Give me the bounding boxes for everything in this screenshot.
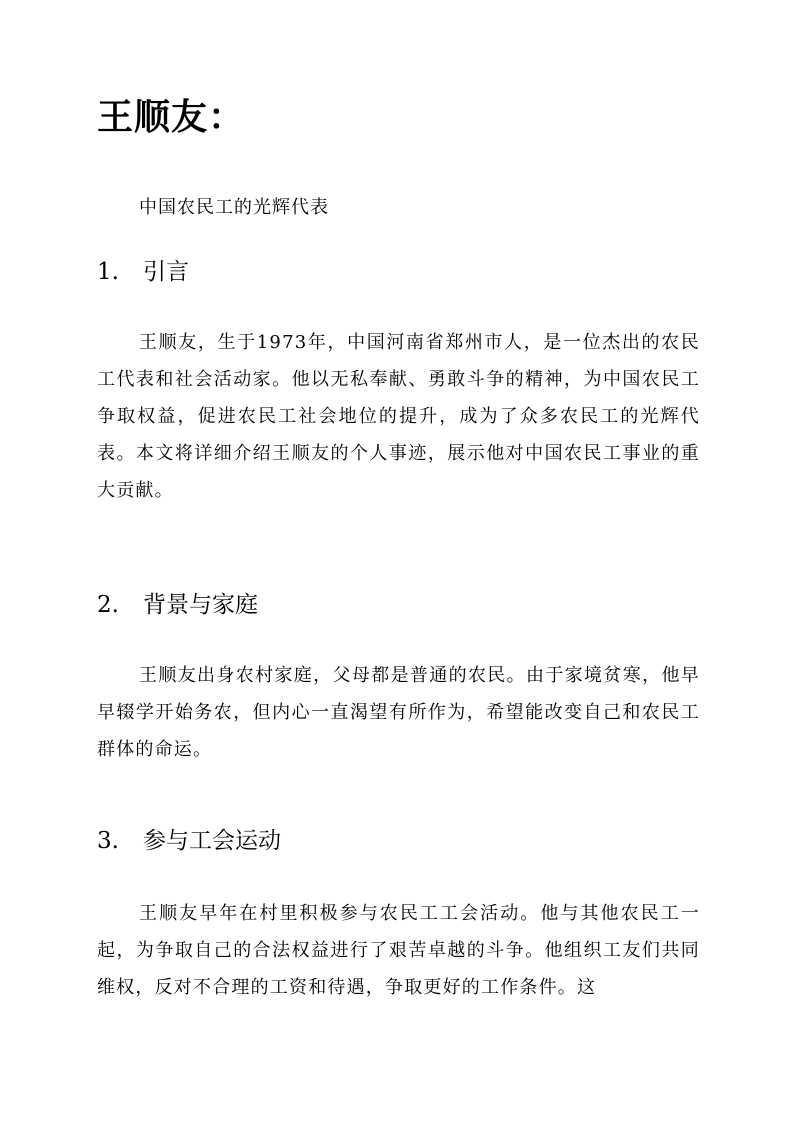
section-title: 引言 [143, 259, 189, 285]
section-heading-background [97, 590, 258, 620]
section-heading-introduction [97, 257, 189, 287]
document-subtitle: 中国农民工的光辉代表 [139, 197, 329, 218]
document-title: 王顺友： [97, 96, 246, 138]
section-title: 参与工会运动 [143, 828, 281, 854]
section-number: 3. [97, 828, 119, 854]
section-paragraph-introduction: 王顺友，生于1973年，中国河南省郑州市人，是一位杰出的农民工代表和社会活动家。他以无私奉献、勇敢斗争的精神，为中国农民工争取权益，促进农民工社会地位的提升，成为了众多农民工的光辉代表。本文将详细介绍王顺友的个人事迹，展示他对中国农民工事业的重大贡献。 [97, 332, 700, 501]
section-number: 2. [97, 592, 119, 618]
section-paragraph-background: 王顺友出身农村家庭，父母都是普通的农民。由于家境贫寒，他早早辍学开始务农，但内心一直渴望有所作为，希望能改变自己和农民工群体的命运。 [97, 665, 700, 760]
section-title: 背景与家庭 [143, 592, 258, 618]
section-number: 1. [97, 259, 119, 285]
section-paragraph-union: 王顺友早年在村里积极参与农民工工会活动。他与其他农民工一起，为争取自己的合法权益进行了艰苦卓越的斗争。他组织工友们共同维权，反对不合理的工资和待遇，争取更好的工作条件。这 [97, 903, 700, 998]
section-heading-union [97, 826, 281, 856]
